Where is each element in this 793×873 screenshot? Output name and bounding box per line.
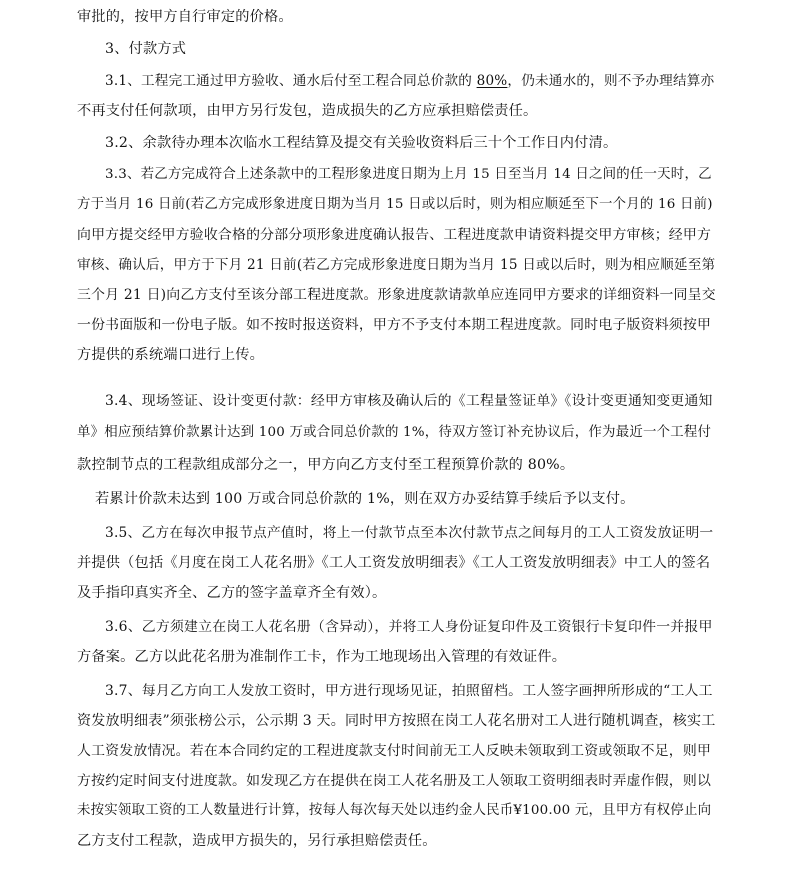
paragraph-line: 三个月 21 日)向乙方支付至该分部工程进度款。形象进度款请款单应连同甲方要求的详细资料一同呈交 (77, 287, 716, 303)
paragraph-line: 向甲方提交经甲方验收合格的分部分项形象进度确认报告、工程进度款申请资料提交甲方审核；经甲方 (77, 227, 712, 243)
paragraph-line: 款控制节点的工程款组成部分之一，甲方向乙方支付至工程预算价款的 80%。 (77, 457, 575, 473)
paragraph-line: 3.7、每月乙方向工人发放工资时，甲方进行现场见证，拍照留档。工人签字画押所形成的“工人工 (105, 683, 713, 699)
paragraph-line (105, 66, 714, 96)
paragraph-line: 方提供的系统端口进行上传。 (77, 347, 265, 363)
paragraph-line: 一份书面版和一份电子版。如不按时报送资料，甲方不予支付本期工程进度款。同时电子版资料须按甲 (77, 317, 712, 333)
paragraph-line: 人工资发放情况。若在本合同约定的工程进度款支付时间前无工人反映未领取到工资或领取不足，则甲 (77, 743, 712, 759)
paragraph-line: 审批的，按甲方自行审定的价格。 (77, 9, 293, 25)
paragraph-line: 未按实领取工资的工人数量进行计算，按每人每次每天处以违约金人民币¥100.00 元，且甲方有权停止向 (77, 803, 712, 818)
line-text: 3.1、工程完工通过甲方验收、通水后付至工程合同总价款的 (105, 73, 477, 89)
paragraph-line: 方按约定时间支付进度款。如发现乙方在提供在岗工人花名册及工人领取工资明细表时弄虚作假，则以 (77, 773, 712, 789)
paragraph-line: 及手指印真实齐全、乙方的签字盖章齐全有效）。 (77, 585, 387, 601)
paragraph-line: 单》相应预结算价款累计达到 100 万或合同总价款的 1%，待双方签订补充协议后，作为最近一个工程付 (77, 425, 712, 440)
paragraph-line: 3.4、现场签证、设计变更付款：经甲方审核及确认后的《工程量签证单》《设计变更通知变更通知 (105, 393, 713, 409)
paragraph-line: 资发放明细表”须张榜公示，公示期 3 天。同时甲方按照在岗工人花名册对工人进行随机调查，核实工 (77, 713, 716, 729)
paragraph-line: 3.3、若乙方完成符合上述条款中的工程形象进度日期为上月 15 日至当月 14 日之间的任一天时，乙 (105, 167, 712, 182)
underlined-percentage: 80% (476, 73, 508, 89)
paragraph-line: 3.2、余款待办理本次临水工程结算及提交有关验收资料后三十个工作日内付清。 (105, 135, 618, 151)
line-text: ，仍未通水的，则不予办理结算亦 (507, 73, 715, 89)
paragraph-line: 3.6、乙方须建立在岗工人花名册（含异动），并将工人身份证复印件及工资银行卡复印件一并报甲 (105, 619, 713, 635)
paragraph-line: 方于当月 16 日前(若乙方完成形象进度日期为当月 15 日或以后时，则为相应顺延至下一个月的 16 日前) (77, 197, 713, 212)
paragraph-line: 方备案。乙方以此花名册为准制作工卡，作为工地现场出入管理的有效证件。 (77, 649, 567, 665)
paragraph-line: 乙方支付工程款，造成甲方损失的，另行承担赔偿责任。 (77, 833, 437, 849)
paragraph-line: 3.5、乙方在每次申报节点产值时，将上一付款节点至本次付款节点之间每月的工人工资发放证明一 (105, 525, 714, 541)
paragraph-line: 并提供（包括《月度在岗工人花名册》《工人工资发放明细表》《工人工资发放明细表》中工人的签名 (77, 555, 711, 571)
paragraph-line: 不再支付任何款项，由甲方另行发包，造成损失的乙方应承担赔偿责任。 (77, 103, 538, 119)
paragraph-line: 审核、确认后，甲方于下月 21 日前(若乙方完成形象进度日期为当月 15 日或以后时，则为相应顺延至第 (77, 257, 716, 273)
section-heading: 3、付款方式 (105, 41, 187, 57)
paragraph-line: 若累计价款未达到 100 万或合同总价款的 1%，则在双方办妥结算手续后予以支付。 (95, 491, 635, 507)
